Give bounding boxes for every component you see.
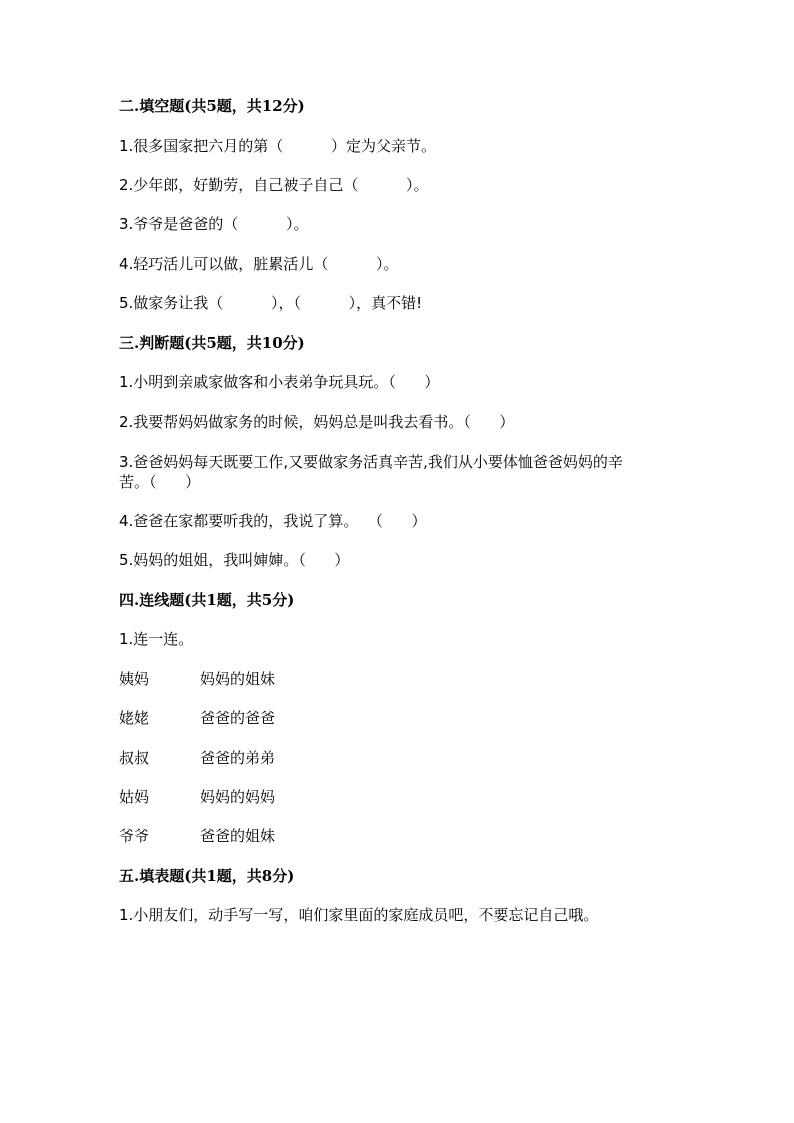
matching-right-item: 爸爸的姐妹	[200, 827, 276, 845]
matching-left-item: 爷爷	[119, 827, 150, 845]
section-heading-judge: 三.判断题(共5题，共10分)	[119, 334, 305, 352]
fill-blank-question-5: 5.做家务让我（ ），（ ），真不错!	[119, 294, 423, 312]
matching-right-item: 妈妈的妈妈	[200, 788, 276, 806]
matching-question-1: 1.连一连。	[119, 630, 194, 648]
matching-left-item: 姥姥	[119, 709, 150, 727]
matching-left-item: 姑妈	[119, 788, 150, 806]
section-heading-fill-blank: 二.填空题(共5题，共12分)	[119, 97, 305, 115]
table-question-1: 1.小朋友们，动手写一写，咱们家里面的家庭成员吧，不要忘记自己哦。	[119, 906, 599, 924]
matching-right-item: 爸爸的弟弟	[200, 749, 276, 767]
judge-question-1: 1.小明到亲戚家做客和小表弟争玩具玩。（ ）	[119, 373, 440, 391]
section-heading-table: 五.填表题(共1题，共8分)	[119, 867, 295, 885]
fill-blank-question-2: 2.少年郎，好勤劳，自己被子自己（ ）。	[119, 176, 429, 194]
judge-question-3-line-2: 苦。（ ）	[119, 473, 201, 491]
matching-right-item: 爸爸的爸爸	[200, 709, 276, 727]
matching-right-item: 妈妈的姐妹	[200, 670, 276, 688]
fill-blank-question-4: 4.轻巧活儿可以做，脏累活儿（ ）。	[119, 255, 399, 273]
judge-question-2: 2.我要帮妈妈做家务的时候，妈妈总是叫我去看书。（ ）	[119, 413, 515, 431]
judge-question-5: 5.妈妈的姐姐，我叫婶婶。（ ）	[119, 551, 350, 569]
matching-left-item: 叔叔	[119, 749, 150, 767]
matching-left-item: 姨妈	[119, 670, 150, 688]
section-heading-matching: 四.连线题(共1题，共5分)	[119, 591, 295, 609]
judge-question-4: 4.爸爸在家都要听我的，我说了算。 （ ）	[119, 512, 427, 530]
judge-question-3-line-1: 3.爸爸妈妈每天既要工作,又要做家务活真辛苦,我们从小要体恤爸爸妈妈的辛	[119, 453, 623, 471]
fill-blank-question-3: 3.爷爷是爸爸的（ ）。	[119, 215, 309, 233]
fill-blank-question-1: 1.很多国家把六月的第（ ）定为父亲节。	[119, 137, 436, 155]
